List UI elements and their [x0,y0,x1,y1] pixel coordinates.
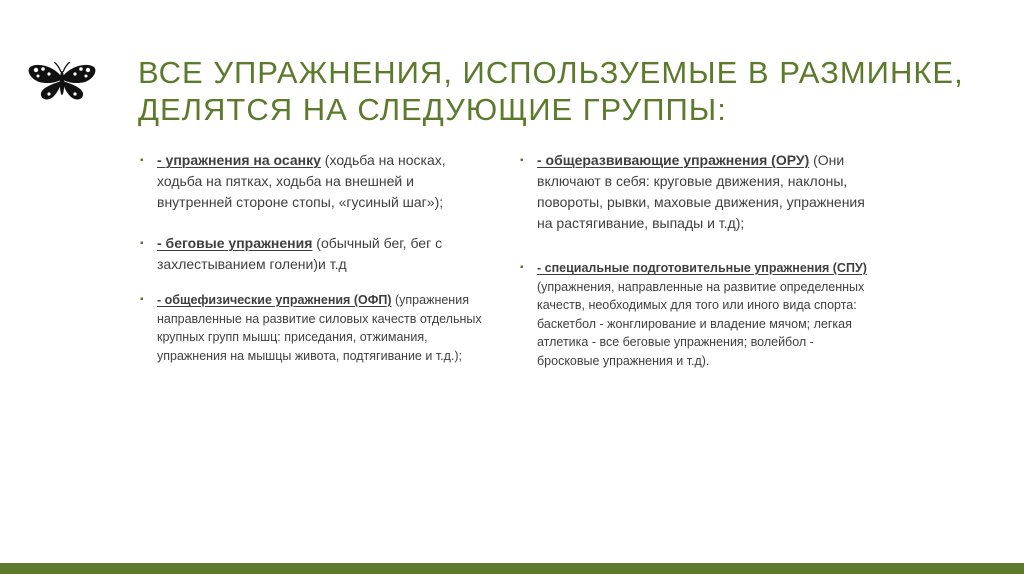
bullet-icon: ▪ [520,155,524,166]
list-item [140,233,490,275]
item-text: (Они включают в себя: круговые движения, наклоны, повороты, рывки, маховые движения, упражнения на растягивание, выпады и т.д); [537,152,865,231]
bullet-icon: ▪ [140,155,144,166]
right-column [520,150,870,370]
footer-bar [0,563,1024,574]
item-text: (ходьба на носках, ходьба на пятках, ходьба на внешней и внутренней стороне стопы, «гусиный шаг»); [157,152,446,210]
list-item [140,291,490,365]
item-text: (упражнения, направленные на развитие определенных качеств, необходимых для того или иного вида спорта: баскетбол - жонглирование и владение мячом; легкая атлетика - все беговые упражнения; волейбол - бросковые упражнения и т.д). [537,279,865,368]
list-item [520,150,870,234]
item-lead: - специальные подготовительные упражнения (СПУ) [537,261,867,275]
left-column [140,150,490,365]
slide-title: ВСЕ УПРАЖНЕНИЯ, ИСПОЛЬЗУЕМЫЕ В РАЗМИНКЕ, ДЕЛЯТСЯ НА СЛЕДУЮЩИЕ ГРУППЫ: [138,55,964,127]
item-text: (обычный бег, бег с захлестыванием голени)и т.д [157,235,443,272]
list-item [140,150,490,213]
item-lead: - упражнения на осанку [157,152,321,168]
item-text: (упражнения направленные на развитие силовых качеств отдельных крупных групп мышц: приседания, отжимания, упражнения на мышцы живота, подтягивание и т.д.); [157,293,482,363]
item-lead: - общеразвивающие упражнения (ОРУ) [537,152,810,168]
butterfly-icon [27,62,97,104]
item-lead: - общефизические упражнения (ОФП) [157,293,392,307]
bullet-icon: ▪ [140,238,144,249]
item-lead: - беговые упражнения [157,235,313,251]
list-item [520,259,870,370]
bullet-icon: ▪ [520,262,524,273]
bullet-icon: ▪ [140,294,144,305]
